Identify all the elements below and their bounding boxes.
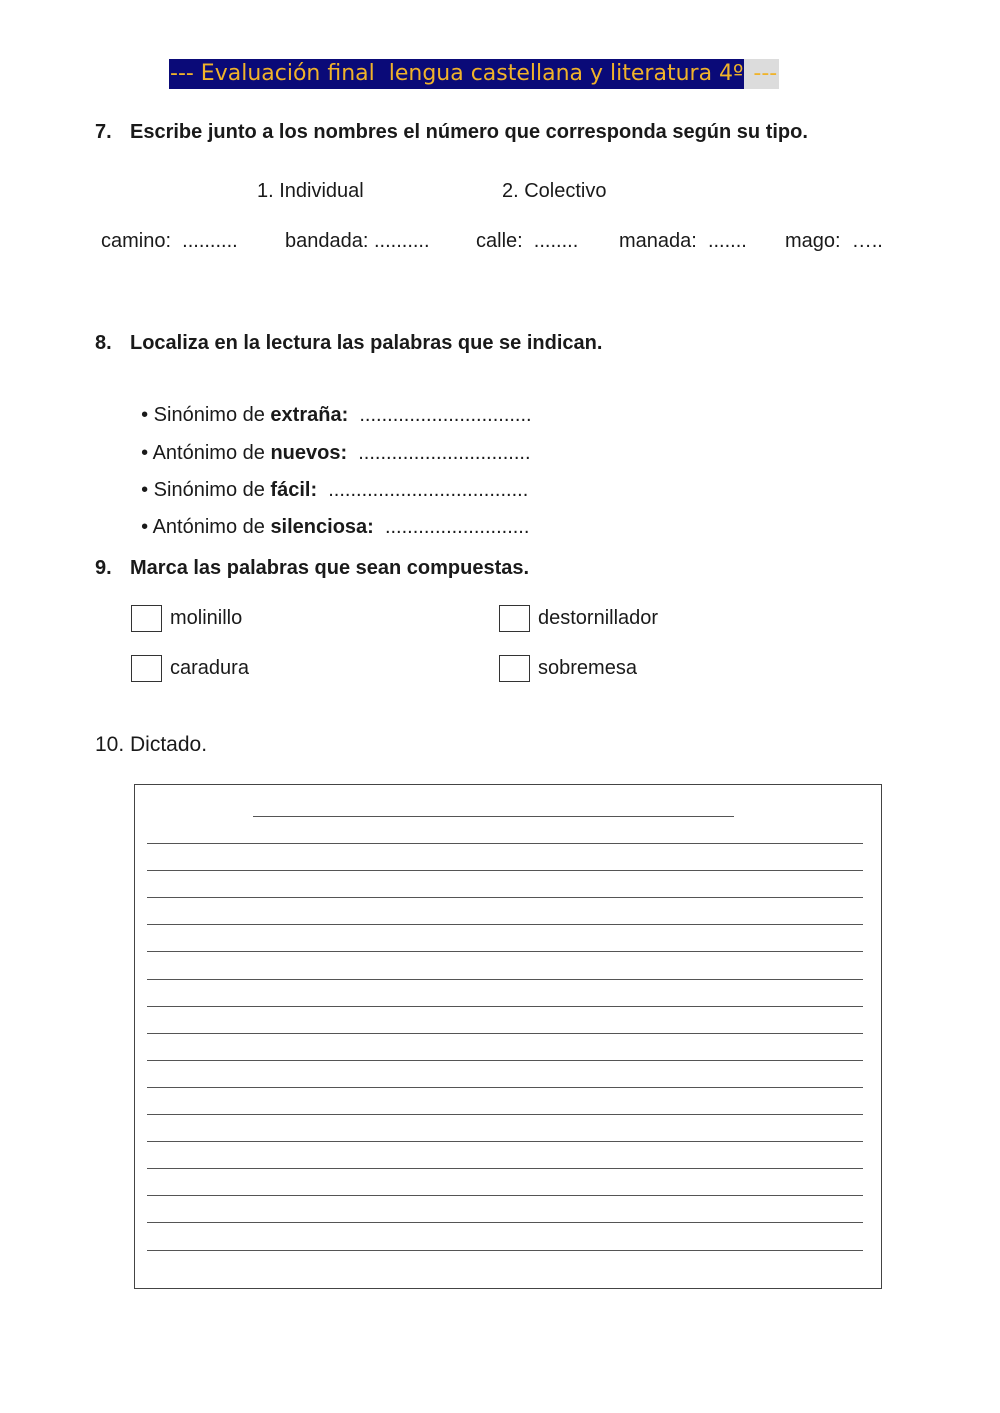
checkbox[interactable] xyxy=(499,605,530,632)
antonym-item-silenciosa[interactable] xyxy=(130,493,529,539)
item-prefix: • Antónimo de xyxy=(141,442,271,464)
writing-line xyxy=(147,870,863,871)
writing-line xyxy=(147,1033,863,1034)
question-number: 10. xyxy=(95,733,125,756)
item-prefix: • Sinónimo de xyxy=(141,404,271,426)
option-label: molinillo xyxy=(170,607,243,629)
item-word: nuevos: xyxy=(270,442,348,464)
writing-line xyxy=(147,1141,863,1142)
option-label: caradura xyxy=(170,657,249,679)
option-label: destornillador xyxy=(538,607,659,629)
writing-line xyxy=(147,1168,863,1169)
writing-line xyxy=(147,979,863,980)
writing-line xyxy=(147,1250,863,1251)
item-prefix: • Sinónimo de xyxy=(141,479,271,501)
writing-line xyxy=(147,1060,863,1061)
item-blank[interactable]: ............................... xyxy=(347,442,531,464)
page-title: --- Evaluación final lengua castellana y literatura 4º xyxy=(169,59,744,89)
item-blank[interactable]: ............................... xyxy=(348,404,532,426)
noun-calle[interactable]: calle: ........ xyxy=(476,230,579,252)
writing-line xyxy=(147,1222,863,1223)
checkbox[interactable] xyxy=(499,655,530,682)
noun-camino[interactable]: camino: .......... xyxy=(101,230,238,252)
option-label: sobremesa xyxy=(538,657,637,679)
writing-line xyxy=(253,816,734,817)
question-8-heading xyxy=(95,332,602,355)
checkbox[interactable] xyxy=(131,605,162,632)
question-prompt: Localiza en la lectura las palabras que se indican. xyxy=(130,332,603,354)
writing-line xyxy=(147,897,863,898)
checkbox[interactable] xyxy=(131,655,162,682)
question-prompt: Escribe junto a los nombres el número que corresponda según su tipo. xyxy=(130,121,808,143)
item-prefix: • Antónimo de xyxy=(141,516,271,538)
writing-line xyxy=(147,1006,863,1007)
question-number: 9. xyxy=(95,557,112,579)
item-word: silenciosa: xyxy=(270,516,374,538)
writing-line xyxy=(147,1087,863,1088)
writing-line xyxy=(147,843,863,844)
item-word: extraña: xyxy=(270,404,349,426)
item-word: fácil: xyxy=(270,479,318,501)
question-10-heading xyxy=(95,733,207,757)
writing-line xyxy=(147,951,863,952)
noun-manada[interactable]: manada: ....... xyxy=(619,230,747,252)
option-individual: 1. Individual xyxy=(257,180,364,202)
option-molinillo[interactable] xyxy=(131,605,242,632)
dictation-box[interactable] xyxy=(134,784,882,1289)
question-prompt: Dictado. xyxy=(130,733,208,756)
item-blank[interactable]: .......................... xyxy=(373,516,530,538)
page-title-tail: --- xyxy=(744,59,779,89)
writing-line xyxy=(147,1195,863,1196)
question-9-heading xyxy=(95,557,529,580)
option-colectivo: 2. Colectivo xyxy=(502,180,607,202)
question-number: 8. xyxy=(95,332,112,354)
writing-line xyxy=(147,1114,863,1115)
question-number: 7. xyxy=(95,121,112,143)
writing-line xyxy=(147,924,863,925)
option-caradura[interactable] xyxy=(131,655,249,682)
noun-mago[interactable]: mago: ….. xyxy=(785,230,883,252)
item-blank[interactable]: .................................... xyxy=(317,479,529,501)
question-7-heading xyxy=(95,121,808,144)
option-destornillador[interactable] xyxy=(499,605,658,632)
option-sobremesa[interactable] xyxy=(499,655,637,682)
page-title-banner xyxy=(169,59,779,89)
question-prompt: Marca las palabras que sean compuestas. xyxy=(130,557,530,579)
noun-bandada[interactable]: bandada: .......... xyxy=(285,230,430,252)
